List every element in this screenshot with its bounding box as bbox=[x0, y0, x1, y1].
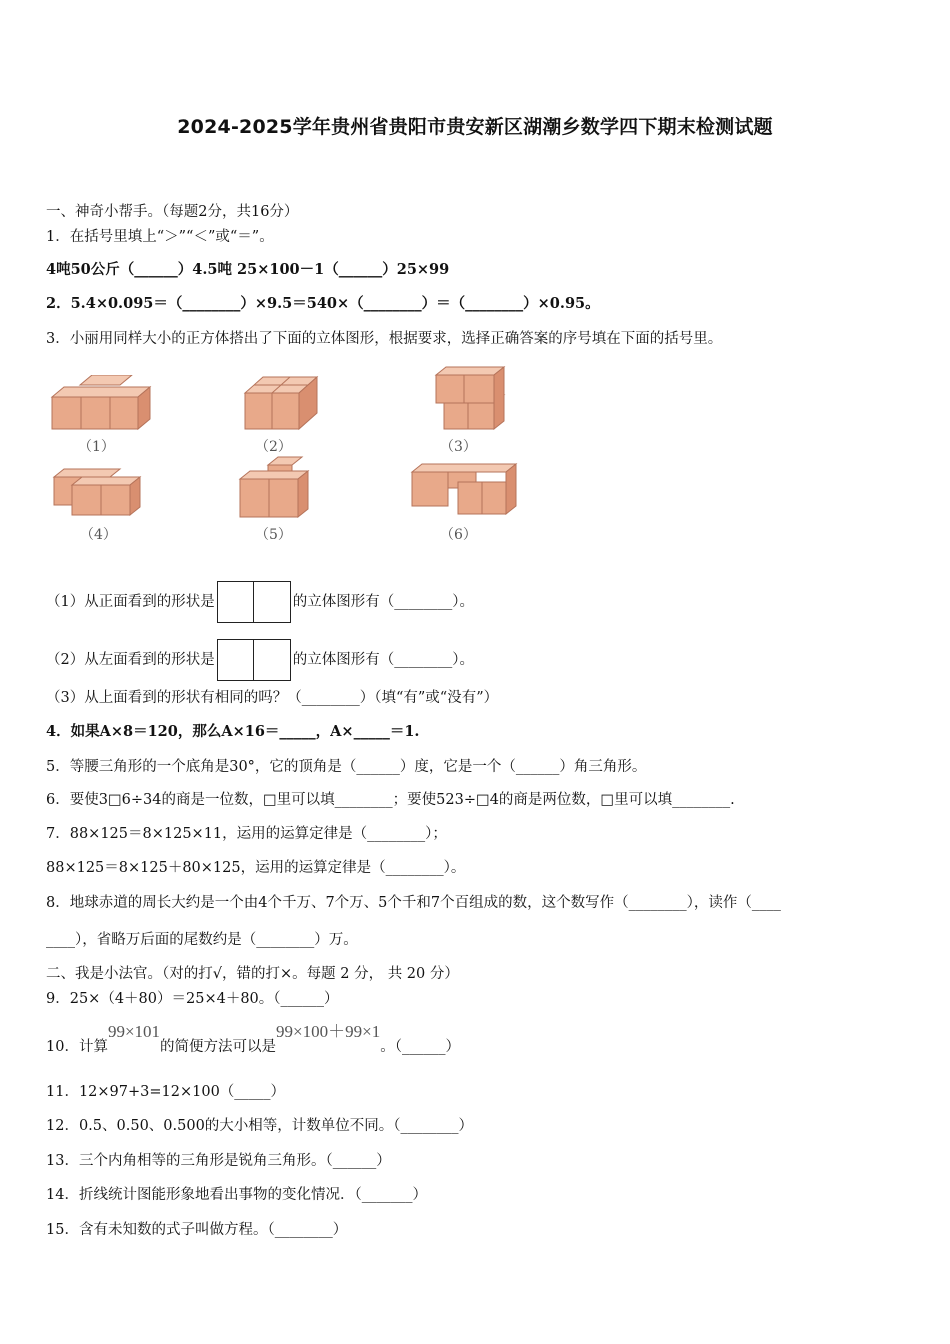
figure-1-cubes bbox=[50, 375, 160, 435]
question-14: 14．折线统计图能形象地看出事物的变化情况．（_______） bbox=[46, 1187, 427, 1203]
question-3-1-text: （1）从正面看到的形状是 bbox=[46, 594, 215, 610]
question-3-1 bbox=[46, 580, 474, 624]
formula-99x100-plus-99x1: 99×100＋99×1 bbox=[276, 1022, 381, 1041]
figure-5-cubes bbox=[238, 455, 318, 525]
question-7b: 88×125＝8×125＋80×125，运用的运算定律是（________）。 bbox=[46, 860, 466, 876]
figure-2-cubes bbox=[243, 375, 323, 435]
question-10-answer: 。（______） bbox=[380, 1039, 460, 1055]
formula-99x101: 99×101 bbox=[107, 1022, 161, 1041]
question-3-2-text: （2）从左面看到的形状是 bbox=[46, 652, 215, 668]
question-3-3: （3）从上面看到的形状有相同的吗？（________）（填“有”或“没有”） bbox=[46, 690, 499, 706]
question-2: 2．5.4×0.095＝（________）×9.5＝540×（________）＝（________）×0.95。 bbox=[46, 295, 600, 312]
figure-3-label: （3） bbox=[440, 439, 477, 455]
question-8a: 8．地球赤道的周长大约是一个由4个千万、7个万、5个千和7个百组成的数，这个数写作（________），读作（____ bbox=[46, 895, 781, 911]
question-10-text: 10．计算 bbox=[46, 1039, 108, 1055]
figure-1-label: （1） bbox=[78, 439, 115, 455]
figure-6-cubes bbox=[408, 460, 520, 520]
question-5: 5．等腰三角形的一个底角是30°，它的顶角是（______）度，它是一个（______）角三角形。 bbox=[46, 759, 647, 775]
question-10 bbox=[46, 1022, 460, 1067]
figure-2-label: （2） bbox=[255, 439, 292, 455]
question-4: 4．如果A×8＝120，那么A×16＝_____，A×_____＝1. bbox=[46, 723, 420, 740]
figure-4-label: （4） bbox=[80, 527, 117, 543]
question-1: 1．在括号里填上“＞”“＜”或“＝”。 bbox=[46, 229, 274, 245]
section-2-heading: 二、我是小法官。（对的打√，错的打×。每题 2 分， 共 20 分） bbox=[46, 966, 459, 982]
question-3-2-answer: 的立体图形有（________）。 bbox=[292, 652, 474, 668]
question-11: 11．12×97+3=12×100（_____） bbox=[46, 1084, 286, 1100]
question-3-1-answer: 的立体图形有（________）。 bbox=[292, 594, 474, 610]
figure-3-cubes bbox=[430, 365, 510, 435]
question-10-mid: 的简便方法可以是 bbox=[160, 1039, 277, 1055]
question-7a: 7．88×125＝8×125×11，运用的运算定律是（________）； bbox=[46, 826, 447, 842]
figure-6-label: （6） bbox=[440, 527, 477, 543]
question-12: 12．0.5、0.50、0.500的大小相等，计数单位不同。（________） bbox=[46, 1118, 474, 1134]
section-1-heading: 一、神奇小帮手。（每题2分，共16分） bbox=[46, 204, 299, 220]
question-13: 13．三个内角相等的三角形是锐角三角形。（______） bbox=[46, 1153, 391, 1169]
two-square-shape bbox=[217, 639, 291, 681]
question-6: 6．要使3□6÷34的商是一位数，□里可以填________；要使523÷□4的商是两位数，□里可以填________. bbox=[46, 792, 735, 808]
question-1-items: 4吨50公斤（______）4.5吨 25×100－1（______）25×99 bbox=[46, 261, 450, 278]
figure-4-cubes bbox=[50, 465, 150, 525]
page-title: 2024-2025学年贵州省贵阳市贵安新区湖潮乡数学四下期末检测试题 bbox=[177, 116, 773, 138]
question-3: 3．小丽用同样大小的正方体搭出了下面的立体图形，根据要求，选择正确答案的序号填在下面的括号里。 bbox=[46, 331, 723, 347]
two-square-shape bbox=[217, 581, 291, 623]
question-9: 9．25×（4＋80）＝25×4＋80。（______） bbox=[46, 991, 339, 1007]
question-3-2 bbox=[46, 638, 474, 682]
question-8b: ____），省略万后面的尾数约是（________）万。 bbox=[46, 932, 358, 948]
question-15: 15．含有未知数的式子叫做方程。（________） bbox=[46, 1222, 348, 1238]
figure-5-label: （5） bbox=[255, 527, 292, 543]
